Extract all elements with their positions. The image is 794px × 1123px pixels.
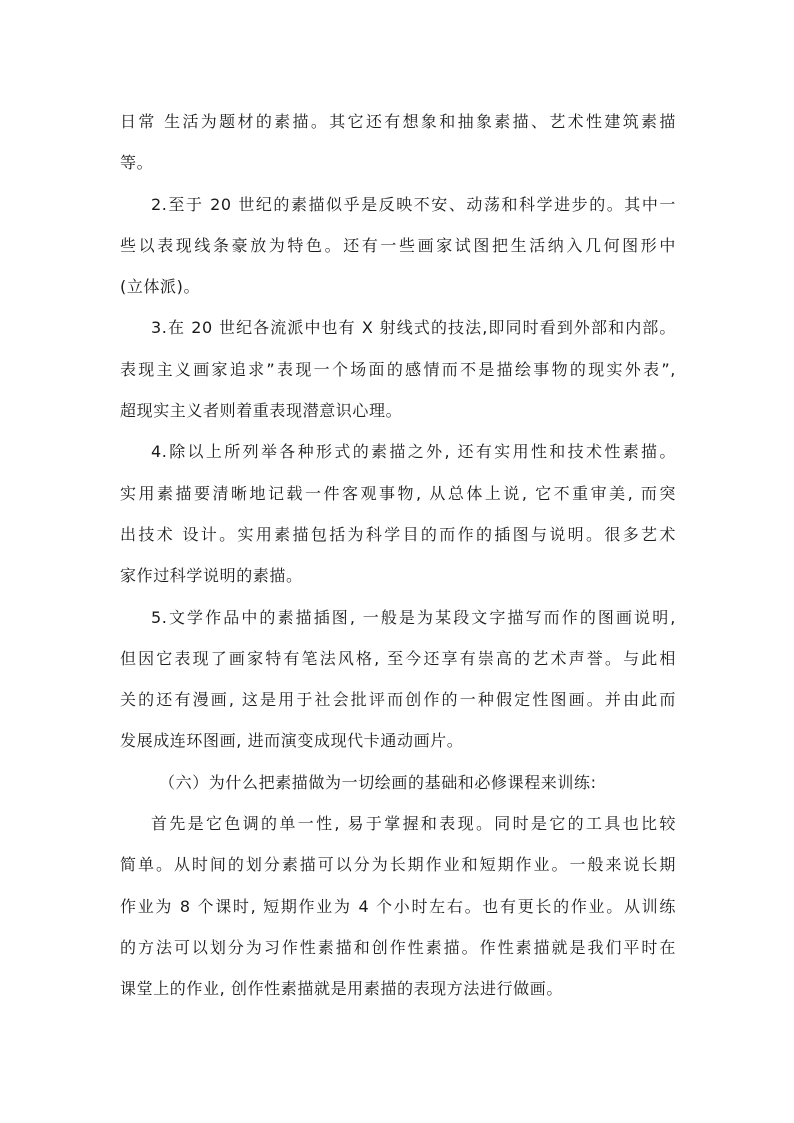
text-line: 2.至于 20 世纪的素描似乎是反映不安、动荡和科学进步的。其中一	[151, 194, 676, 214]
section-heading-6	[120, 762, 676, 803]
text-line: 出技术 设计。实用素描包括为科学目的而作的插图与说明。很多艺术	[120, 524, 676, 544]
paragraph-item-5	[120, 597, 676, 762]
text-line: 4.除以上所列举各种形式的素描之外, 还有实用性和技术性素描。	[151, 442, 676, 462]
text-line: 5.文学作品中的素描插图, 一般是为某段文字描写而作的图画说明,	[151, 607, 676, 627]
text-line: 作业为 8 个课时, 短期作业为 4 个小时左右。也有更长的作业。从训练	[120, 896, 676, 916]
text-line: 家作过科学说明的素描。	[120, 566, 303, 586]
paragraph-item-4	[120, 431, 676, 596]
text-line: 超现实主义者则着重表现潜意识心理。	[120, 401, 403, 421]
text-line: 课堂上的作业, 创作性素描就是用素描的表现方法进行做画。	[120, 979, 563, 999]
paragraph-item-2	[120, 184, 676, 308]
paragraph-section-6-body	[120, 803, 676, 1009]
text-line: 关的还有漫画, 这是用于社会批评而创作的一种假定性图画。并由此而	[120, 690, 676, 710]
text-line: 但因它表现了画家特有笔法风格, 至今还享有崇高的艺术声誉。与此相	[120, 648, 676, 668]
text-line: 等。	[120, 153, 154, 173]
paragraph-item-3	[120, 307, 676, 431]
text-line: (立体派)。	[120, 277, 201, 297]
text-line: 实用素描要清晰地记载一件客观事物, 从总体上说, 它不重审美, 而突	[120, 483, 676, 503]
section-heading: （六）为什么把素描做为一切绘画的基础和必修课程来训练:	[159, 772, 597, 792]
text-line: 简单。从时间的划分素描可以分为长期作业和短期作业。一般来说长期	[120, 855, 676, 875]
text-line: 表现主义画家追求”表现一个场面的感情而不是描绘事物的现实外表”,	[120, 359, 676, 379]
text-line: 的方法可以划分为习作性素描和创作性素描。作性素描就是我们平时在	[120, 937, 676, 957]
text-line: 日常 生活为题材的素描。其它还有想象和抽象素描、艺术性建筑素描	[120, 112, 676, 131]
document-page	[120, 101, 676, 1010]
text-line: 首先是它色调的单一性, 易于掌握和表现。同时是它的工具也比较	[151, 814, 676, 834]
text-line: 发展成连环图画, 进而演变成现代卡通动画片。	[120, 731, 464, 751]
text-line: 3.在 20 世纪各流派中也有 X 射线式的技法,即同时看到外部和内部。	[151, 318, 676, 338]
text-line: 些以表现线条豪放为特色。还有一些画家试图把生活纳入几何图形中	[120, 235, 676, 255]
paragraph-intro-continued	[120, 101, 676, 184]
